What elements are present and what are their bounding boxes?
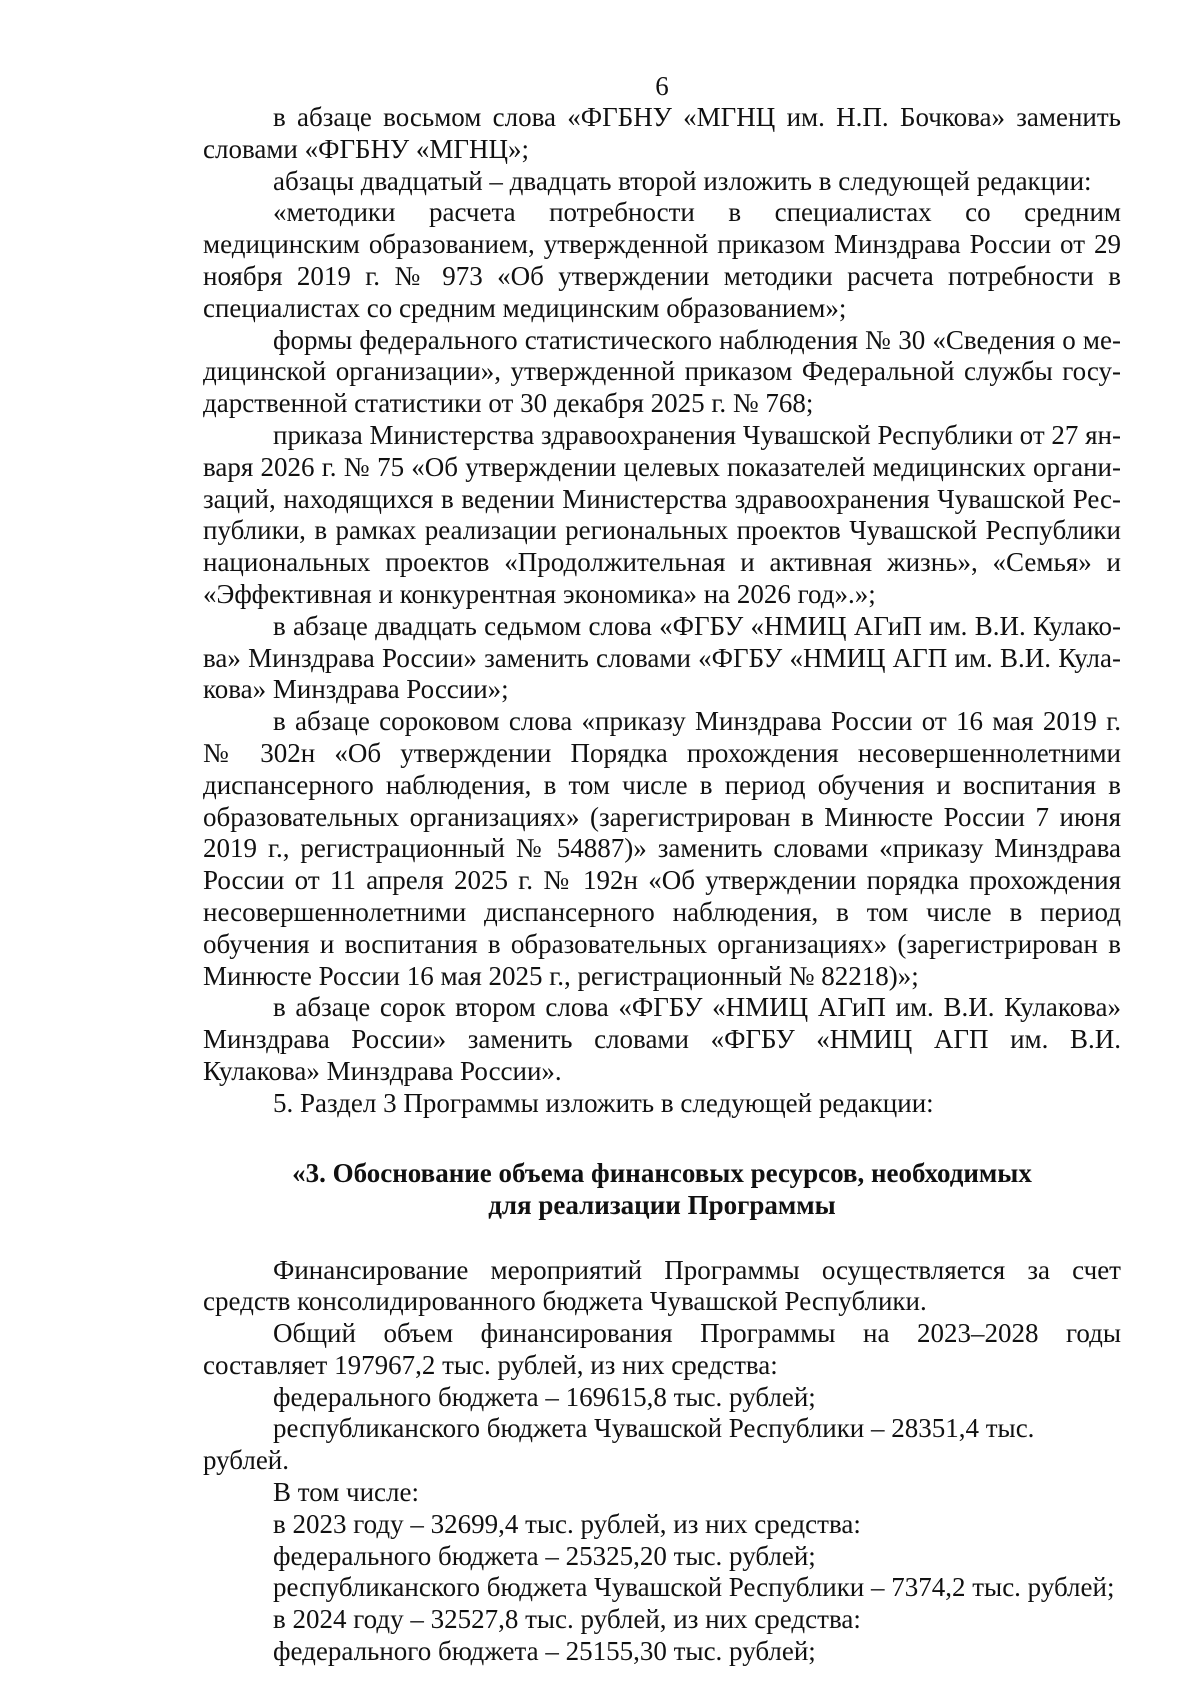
paragraph: приказа Министерства здравоохранения Чувашской Республики от 27 января 2026 г. № 75 «Об утверждении целевых показателей медицинских организаций, находящихся в ведении Министерства здравоохранения Чувашской Республики, в рамках реализации региональных проектов Чувашской Республики национальных проектов «Продолжительная и активная жизнь», «Семья» и «Эффективная и конкурентная экономика» на 2026 год».»; <box>203 419 1121 609</box>
paragraph: в абзаце восьмом слова «ФГБНУ «МГНЦ им. Н.П. Бочкова» заменить словами «ФГБНУ «МГНЦ»; <box>203 102 1121 164</box>
section-heading-line: для реализации Программы <box>488 1189 836 1220</box>
paragraph: в абзаце сорок втором слова «ФГБУ «НМИЦ АГиП им. В.И. Кулакова» Минздрава России» заменить словами «ФГБУ «НМИЦ АГП им. В.И. Кулакова» Минздрава России». <box>203 992 1121 1086</box>
document-page <box>203 70 1121 1668</box>
paragraph: Финансирование мероприятий Программы осуществляется за счет средств консолидированного бюджета Чувашской Республики. <box>203 1254 1121 1317</box>
paragraph: В том числе: <box>273 1477 419 1508</box>
paragraph: республиканского бюджета Чувашской Республики – 28351,4 тыс. рублей. <box>203 1413 1035 1476</box>
paragraph: федерального бюджета – 169615,8 тыс. рублей; <box>273 1381 816 1412</box>
paragraph: 5. Раздел 3 Программы изложить в следующей редакции: <box>273 1087 934 1118</box>
paragraph: абзацы двадцатый – двадцать второй изложить в следующей редакции: <box>273 165 1092 196</box>
paragraph: в 2024 году – 32527,8 тыс. рублей, из них средства: <box>273 1604 861 1635</box>
paragraph: в 2023 году – 32699,4 тыс. рублей, из них средства: <box>273 1508 861 1539</box>
paragraph: федерального бюджета – 25155,30 тыс. рублей; <box>273 1636 816 1667</box>
paragraph: формы федерального статистического наблюдения № 30 «Сведения о медицинской организации», утвержденной приказом Федеральной службы государственной статистики от 30 декабря 2025 г. № 768; <box>203 324 1121 419</box>
paragraph: республиканского бюджета Чувашской Республики – 7374,2 тыс. рублей; <box>273 1572 1115 1603</box>
page-number: 6 <box>655 71 669 101</box>
section-heading <box>203 1157 1121 1221</box>
paragraph: «методики расчета потребности в специалистах со средним медицинским образованием, утвержденной приказом Минздрава России от 29 ноября 2019 г. № 973 «Об утверждении методики расчета потребности в специалистах со средним медицинским образованием»; <box>203 197 1121 323</box>
paragraph: в абзаце двадцать седьмом слова «ФГБУ «НМИЦ АГиП им. В.И. Кулакова» Минздрава России» заменить словами «ФГБУ «НМИЦ АГП им. В.И. Кулакова» Минздрава России»; <box>203 610 1121 705</box>
paragraph: Общий объем финансирования Программы на 2023–2028 годы составляет 197967,2 тыс. рублей, из них средства: <box>203 1318 1121 1380</box>
paragraph: федерального бюджета – 25325,20 тыс. рублей; <box>273 1540 816 1571</box>
section-heading-line: «3. Обоснование объема финансовых ресурсов, необходимых <box>292 1157 1032 1188</box>
paragraph: в абзаце сороковом слова «приказу Минздрава России от 16 мая 2019 г. № 302н «Об утверждении Порядка прохождения несовершеннолетними диспансерного наблюдения, в том числе в период обучения и воспитания в образовательных организациях» (зарегистрирован в Минюсте России 7 июня 2019 г., регистрационный № 54887)» заменить словами «приказу Минздрава России от 11 апреля 2025 г. № 192н «Об утверждении порядка прохождения несовершеннолетними диспансерного наблюдения, в том числе в период обучения и воспитания в образовательных организациях» (зарегистрирован в Минюсте России 16 мая 2025 г., регистрационный № 82218)»; <box>203 706 1121 991</box>
